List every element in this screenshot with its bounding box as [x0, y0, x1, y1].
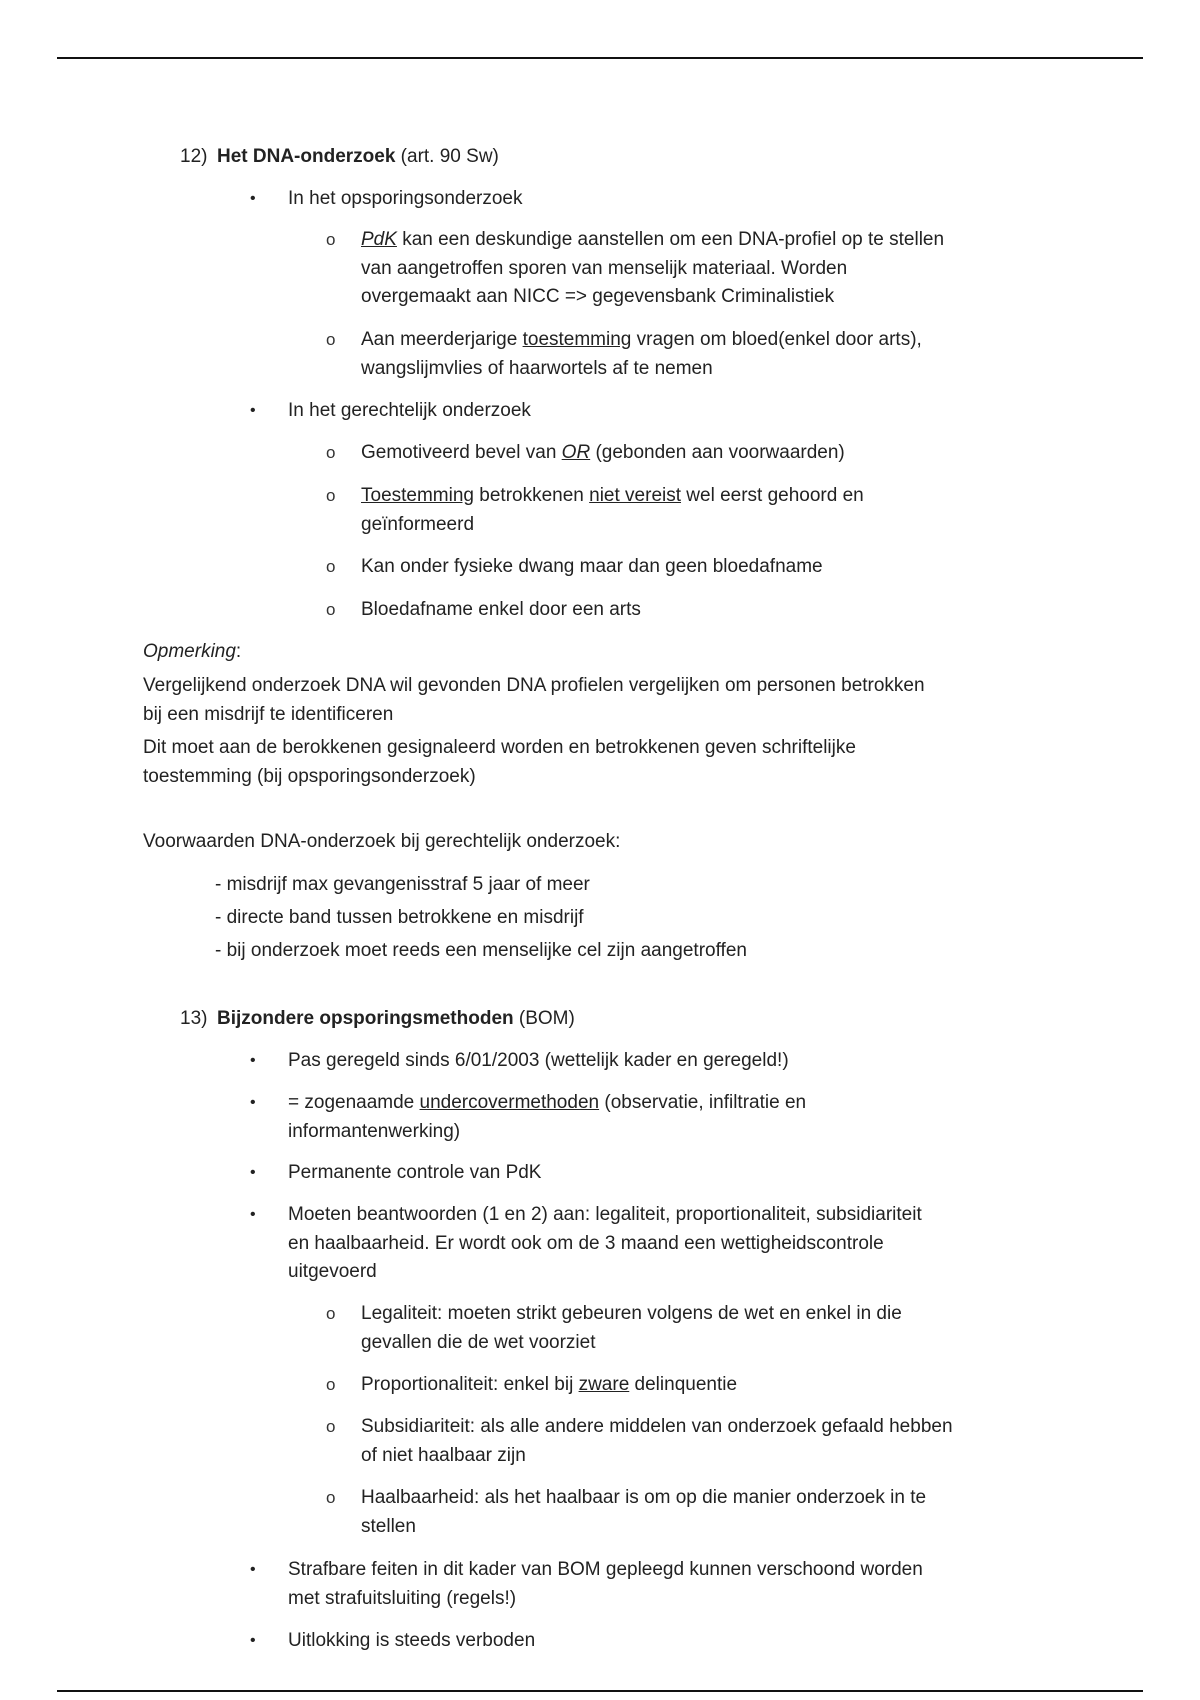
list-item: In het opsporingsonderzoek — [288, 188, 523, 209]
bullet-icon: • — [250, 1052, 256, 1069]
circle-bullet-icon: o — [326, 1304, 336, 1323]
remark-label-text: Opmerking — [143, 641, 236, 662]
bullet-icon: • — [250, 1632, 256, 1649]
section-12-title-rest: (art. 90 Sw) — [395, 146, 499, 167]
underlined-term: undercovermethoden — [419, 1092, 600, 1113]
section-13-title: Bijzondere opsporingsmethoden — [217, 1008, 514, 1029]
conditions-heading: Voorwaarden DNA-onderzoek bij gerechtelijk onderzoek: — [143, 831, 621, 852]
sub-list-item — [361, 1371, 961, 1400]
circle-bullet-icon: o — [326, 330, 336, 349]
sub-list-item-text: vragen om bloed(enkel door arts), wangslijmvlies of haarwortels af te nemen — [361, 329, 922, 379]
sub-list-item: Bloedafname enkel door een arts — [361, 599, 641, 620]
section-13-title-rest: (BOM) — [513, 1008, 575, 1029]
sub-list-item — [361, 482, 961, 539]
sub-list-item-text: kan een deskundige aanstellen om een DNA-profiel op te stellen van aangetroffen sporen van menselijk materiaal. Worden overgemaakt aan NICC => gegevensbank Criminalistiek — [361, 229, 945, 307]
bullet-icon: • — [250, 1206, 256, 1223]
sub-list-item-text: wel eerst gehoord en geïnformeerd — [361, 485, 864, 535]
condition-item: - misdrijf max gevangenisstraf 5 jaar of meer — [215, 874, 590, 895]
sub-list-item — [361, 439, 961, 468]
condition-item: - directe band tussen betrokkene en misdrijf — [215, 907, 584, 928]
underlined-term: toestemming — [522, 329, 632, 350]
circle-bullet-icon: o — [326, 1375, 336, 1394]
list-item: Strafbare feiten in dit kader van BOM gepleegd kunnen verschoond worden met strafuitsluiting (regels!) — [288, 1559, 923, 1609]
sub-list-item: Haalbaarheid: als het haalbaar is om op die manier onderzoek in te stellen — [361, 1487, 927, 1537]
pdk-term: PdK — [361, 229, 397, 250]
sub-list-item — [361, 226, 961, 312]
bottom-rule — [57, 1690, 1143, 1692]
circle-bullet-icon: o — [326, 600, 336, 619]
remark-label — [143, 638, 943, 667]
list-item: Uitlokking is steeds verboden — [288, 1630, 536, 1651]
circle-bullet-icon: o — [326, 443, 336, 462]
remark-paragraph: Dit moet aan de berokkenen gesignaleerd worden en betrokkenen geven schriftelijke toestemming (bij opsporingsonderzoek) — [143, 737, 856, 787]
underlined-term: zware — [578, 1374, 630, 1395]
bullet-icon: • — [250, 1164, 256, 1181]
sub-list-item-text: (gebonden aan voorwaarden) — [590, 442, 845, 463]
remark-colon: : — [235, 641, 242, 662]
section-12-heading — [217, 143, 499, 172]
circle-bullet-icon: o — [326, 486, 336, 505]
section-13-number: 13) — [180, 1008, 208, 1029]
list-item-text: (observatie, infiltratie en informantenwerking) — [288, 1092, 807, 1142]
underlined-term: niet vereist — [589, 485, 682, 506]
list-item: Pas geregeld sinds 6/01/2003 (wettelijk kader en geregeld!) — [288, 1050, 789, 1071]
sub-list-item: Kan onder fysieke dwang maar dan geen bloedafname — [361, 556, 823, 577]
remark-paragraph: Vergelijkend onderzoek DNA wil gevonden DNA profielen vergelijken om personen betrokken bij een misdrijf te identificeren — [143, 675, 925, 725]
section-12-number: 12) — [180, 146, 208, 167]
circle-bullet-icon: o — [326, 1488, 336, 1507]
list-item-text: = zogenaamde — [288, 1092, 420, 1113]
underlined-term: Toestemming — [361, 485, 474, 506]
sub-list-item: Subsidiariteit: als alle andere middelen van onderzoek gefaald hebben of niet haalbaar zijn — [361, 1416, 953, 1466]
list-item: Permanente controle van PdK — [288, 1162, 542, 1183]
bullet-icon: • — [250, 1561, 256, 1578]
bullet-icon: • — [250, 402, 256, 419]
sub-list-item-text: Aan meerderjarige — [361, 329, 523, 350]
top-rule — [57, 57, 1143, 59]
list-item: Moeten beantwoorden (1 en 2) aan: legaliteit, proportionaliteit, subsidiariteit en haalbaarheid. Er wordt ook om de 3 maand een wettigheidscontrole uitgevoerd — [288, 1204, 922, 1282]
bullet-icon: • — [250, 190, 256, 207]
sub-list-item — [361, 326, 961, 383]
underlined-term: OR — [561, 442, 591, 463]
sub-list-item-text: Gemotiveerd bevel van — [361, 442, 562, 463]
list-item — [288, 1089, 948, 1146]
bullet-icon: • — [250, 1094, 256, 1111]
circle-bullet-icon: o — [326, 557, 336, 576]
circle-bullet-icon: o — [326, 230, 336, 249]
list-item: In het gerechtelijk onderzoek — [288, 400, 531, 421]
sub-list-item-text: betrokkenen — [474, 485, 590, 506]
sub-list-item-text: Proportionaliteit: enkel bij — [361, 1374, 579, 1395]
circle-bullet-icon: o — [326, 1417, 336, 1436]
section-12-title: Het DNA-onderzoek — [217, 146, 396, 167]
condition-item: - bij onderzoek moet reeds een menselijke cel zijn aangetroffen — [215, 940, 747, 961]
sub-list-item: Legaliteit: moeten strikt gebeuren volgens de wet en enkel in die gevallen die de wet voorziet — [361, 1303, 902, 1353]
section-13-heading — [217, 1005, 575, 1034]
sub-list-item-text: delinquentie — [629, 1374, 738, 1395]
